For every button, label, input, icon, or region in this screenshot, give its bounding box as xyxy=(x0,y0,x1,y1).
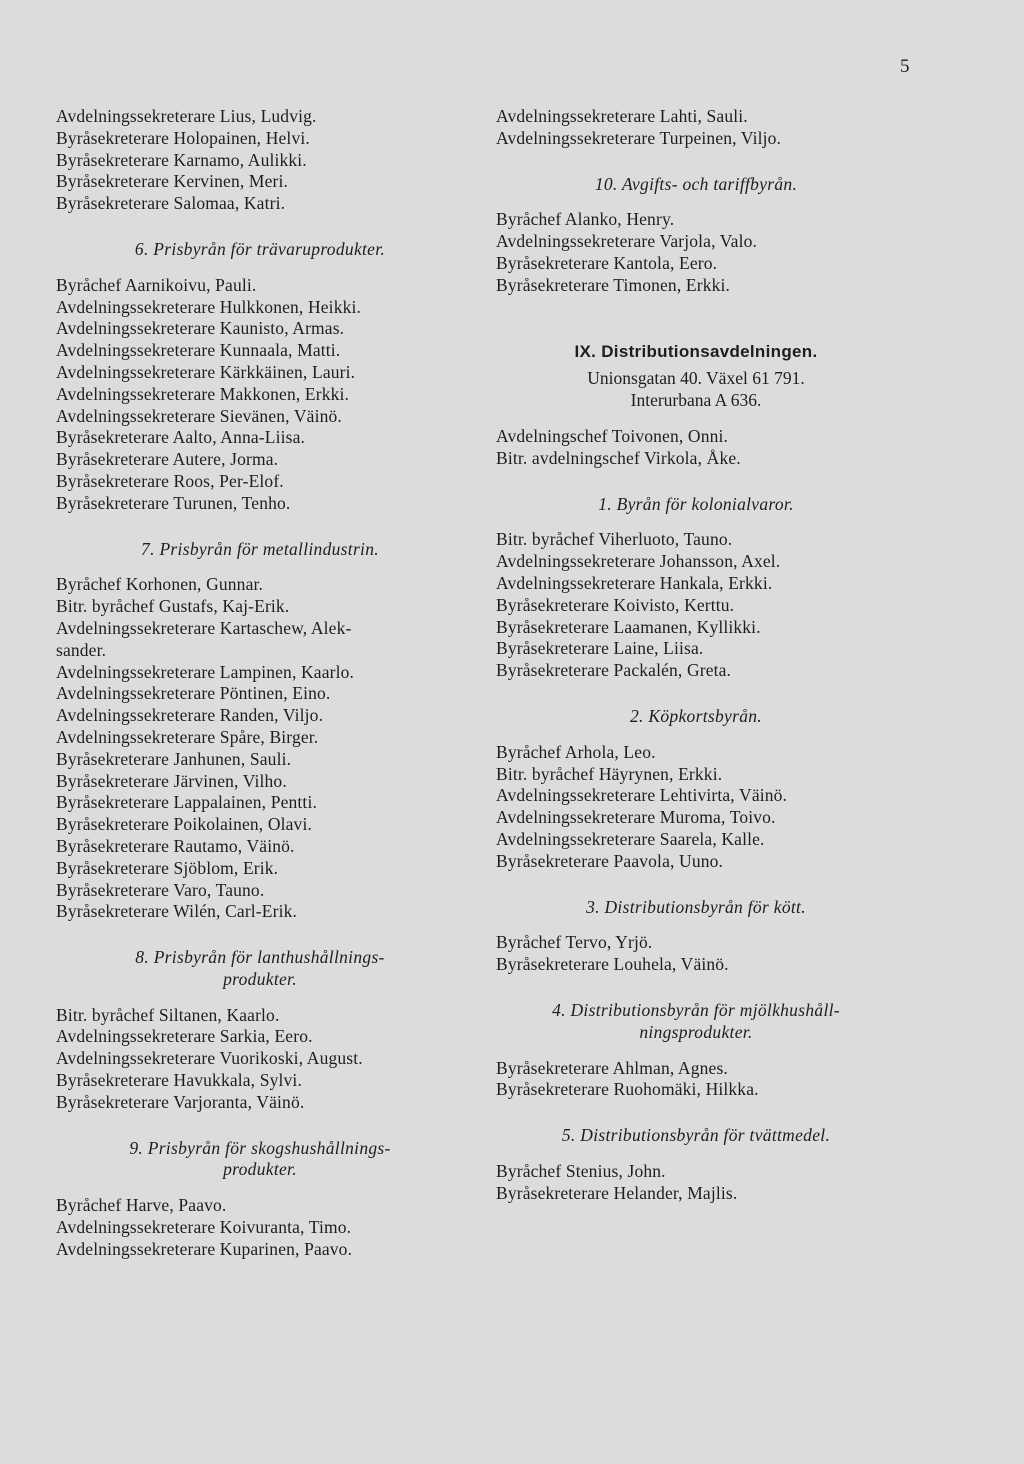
section-heading: 5. Distributionsbyrån för tvättmedel. xyxy=(561,1125,831,1146)
section-heading-line: 9. Prisbyrån för skogshushållnings- xyxy=(129,1137,391,1158)
staff-entry: Avdelningssekreterare Kärkkäinen, Lauri. xyxy=(56,361,356,382)
section-heading-line: 8. Prisbyrån för lanthushållnings- xyxy=(135,947,385,968)
staff-entry: Byråsekreterare Varo, Tauno. xyxy=(56,879,265,900)
staff-entry: Byråsekreterare Kervinen, Meri. xyxy=(56,171,289,192)
staff-entry-continuation: sander. xyxy=(56,639,107,660)
staff-entry: Byråsekreterare Kantola, Eero. xyxy=(496,252,718,273)
staff-entry: Bitr. byråchef Siltanen, Kaarlo. xyxy=(56,1004,280,1025)
staff-entry: Byråsekreterare Autere, Jorma. xyxy=(56,449,279,470)
staff-entry: Byråsekreterare Helander, Majlis. xyxy=(496,1182,738,1203)
staff-entry: Byråsekreterare Salomaa, Katri. xyxy=(56,193,286,214)
staff-entry: Byråsekreterare Rautamo, Väinö. xyxy=(56,835,295,856)
staff-entry: Avdelningssekreterare Kaunisto, Armas. xyxy=(56,318,345,339)
staff-entry: Avdelningssekreterare Sievänen, Väinö. xyxy=(56,405,342,426)
staff-entry: Avdelningssekreterare Turpeinen, Viljo. xyxy=(496,127,782,148)
staff-entry: Avdelningssekreterare Pöntinen, Eino. xyxy=(56,683,331,704)
department-contact-info: Unionsgatan 40. Växel 61 791. xyxy=(587,368,805,389)
staff-entry: Byråchef Stenius, John. xyxy=(496,1160,666,1181)
staff-entry: Bitr. byråchef Gustafs, Kaj-Erik. xyxy=(56,596,290,617)
staff-entry: Byråsekreterare Holopainen, Helvi. xyxy=(56,127,310,148)
staff-entry: Byråsekreterare Packalén, Greta. xyxy=(496,660,732,681)
department-heading: IX. Distributionsavdelningen. xyxy=(574,341,818,361)
staff-entry: Byråsekreterare Paavola, Uuno. xyxy=(496,850,724,871)
staff-entry: Byråsekreterare Aalto, Anna-Liisa. xyxy=(56,427,306,448)
section-heading-continuation: ningsprodukter. xyxy=(639,1021,753,1042)
staff-entry: Bitr. byråchef Viherluoto, Tauno. xyxy=(496,529,733,550)
staff-entry: Avdelningssekreterare Saarela, Kalle. xyxy=(496,828,765,849)
section-heading: 6. Prisbyrån för trävaruprodukter. xyxy=(134,238,386,259)
section-heading-continuation: produkter. xyxy=(223,1159,297,1180)
staff-entry: Byråsekreterare Louhela, Väinö. xyxy=(496,954,729,975)
staff-entry: Byråsekreterare Laine, Liisa. xyxy=(496,638,704,659)
staff-entry: Byråsekreterare Sjöblom, Erik. xyxy=(56,857,279,878)
staff-entry: Byråsekreterare Lappalainen, Pentti. xyxy=(56,792,317,813)
staff-entry: Bitr. byråchef Häyrynen, Erkki. xyxy=(496,763,723,784)
section-heading xyxy=(56,947,464,991)
staff-entry-line: Avdelningssekreterare Kartaschew, Alek- xyxy=(56,617,352,638)
staff-entry: Byråsekreterare Varjoranta, Väinö. xyxy=(56,1091,305,1112)
section-heading: 7. Prisbyrån för metallindustrin. xyxy=(141,538,379,559)
staff-entry: Byråsekreterare Turunen, Tenho. xyxy=(56,492,291,513)
staff-entry: Avdelningssekreterare Lius, Ludvig. xyxy=(56,106,317,126)
staff-entry: Byråsekreterare Ahlman, Agnes. xyxy=(496,1057,728,1078)
staff-entry: Avdelningssekreterare Johansson, Axel. xyxy=(496,551,781,572)
staff-entry: Avdelningssekreterare Makkonen, Erkki. xyxy=(56,383,350,404)
section-heading-continuation: produkter. xyxy=(223,968,297,989)
staff-entry: Avdelningschef Toivonen, Onni. xyxy=(496,425,729,446)
staff-entry: Byråchef Aarnikoivu, Pauli. xyxy=(56,274,257,295)
section-heading: 1. Byrån för kolonialvaror. xyxy=(598,493,794,514)
staff-entry: Byråsekreterare Timonen, Erkki. xyxy=(496,274,731,295)
page-number: 5 xyxy=(900,56,910,77)
staff-entry: Avdelningssekreterare Sarkia, Eero. xyxy=(56,1026,313,1047)
staff-entry: Avdelningssekreterare Hulkkonen, Heikki. xyxy=(56,296,362,317)
staff-entry: Byråchef Arhola, Leo. xyxy=(496,741,656,762)
staff-entry: Avdelningssekreterare Lahti, Sauli. xyxy=(496,106,748,126)
staff-entry: Bitr. avdelningschef Virkola, Åke. xyxy=(496,447,741,468)
right-column xyxy=(496,106,896,1204)
staff-entry: Avdelningssekreterare Randen, Viljo. xyxy=(56,705,324,726)
staff-entry: Byråsekreterare Roos, Per-Elof. xyxy=(56,470,284,491)
section-heading xyxy=(56,1138,464,1182)
staff-entry: Byråsekreterare Järvinen, Vilho. xyxy=(56,770,287,791)
staff-entry: Avdelningssekreterare Muroma, Toivo. xyxy=(496,807,776,828)
staff-entry: Byråsekreterare Poikolainen, Olavi. xyxy=(56,814,312,835)
staff-entry xyxy=(56,618,464,662)
staff-entry: Byråchef Harve, Paavo. xyxy=(56,1195,227,1216)
section-heading xyxy=(496,1000,896,1044)
staff-entry: Avdelningssekreterare Kunnaala, Matti. xyxy=(56,340,341,361)
staff-entry: Byråchef Tervo, Yrjö. xyxy=(496,932,653,953)
staff-entry: Avdelningssekreterare Lampinen, Kaarlo. xyxy=(56,661,355,682)
department-contact-info: Interurbana A 636. xyxy=(630,390,762,411)
staff-entry: Avdelningssekreterare Spåre, Birger. xyxy=(56,726,319,747)
staff-entry: Byråchef Korhonen, Gunnar. xyxy=(56,574,264,595)
left-column xyxy=(56,106,464,1261)
section-heading: 10. Avgifts- och tariffbyrån. xyxy=(594,173,798,194)
staff-entry: Byråsekreterare Wilén, Carl-Erik. xyxy=(56,901,298,922)
staff-entry: Byråchef Alanko, Henry. xyxy=(496,209,675,230)
staff-entry: Byråsekreterare Laamanen, Kyllikki. xyxy=(496,616,761,637)
staff-entry: Avdelningssekreterare Hankala, Erkki. xyxy=(496,572,773,593)
staff-entry: Avdelningssekreterare Koivuranta, Timo. xyxy=(56,1217,352,1238)
staff-entry: Byråsekreterare Janhunen, Sauli. xyxy=(56,748,292,769)
staff-entry: Avdelningssekreterare Vuorikoski, August. xyxy=(56,1048,363,1069)
staff-entry: Byråsekreterare Havukkala, Sylvi. xyxy=(56,1070,302,1091)
staff-entry: Avdelningssekreterare Varjola, Valo. xyxy=(496,231,758,252)
spacer xyxy=(496,412,896,426)
section-heading: 3. Distributionsbyrån för kött. xyxy=(586,896,806,917)
staff-entry: Byråsekreterare Karnamo, Aulikki. xyxy=(56,149,307,170)
staff-entry: Avdelningssekreterare Lehtivirta, Väinö. xyxy=(496,785,788,806)
section-heading: 2. Köpkortsbyrån. xyxy=(630,705,762,726)
staff-entry: Avdelningssekreterare Kuparinen, Paavo. xyxy=(56,1238,353,1259)
staff-entry: Byråsekreterare Ruohomäki, Hilkka. xyxy=(496,1079,759,1100)
section-heading-line: 4. Distributionsbyrån för mjölkhushåll- xyxy=(552,999,840,1020)
staff-entry: Byråsekreterare Koivisto, Kerttu. xyxy=(496,594,735,615)
